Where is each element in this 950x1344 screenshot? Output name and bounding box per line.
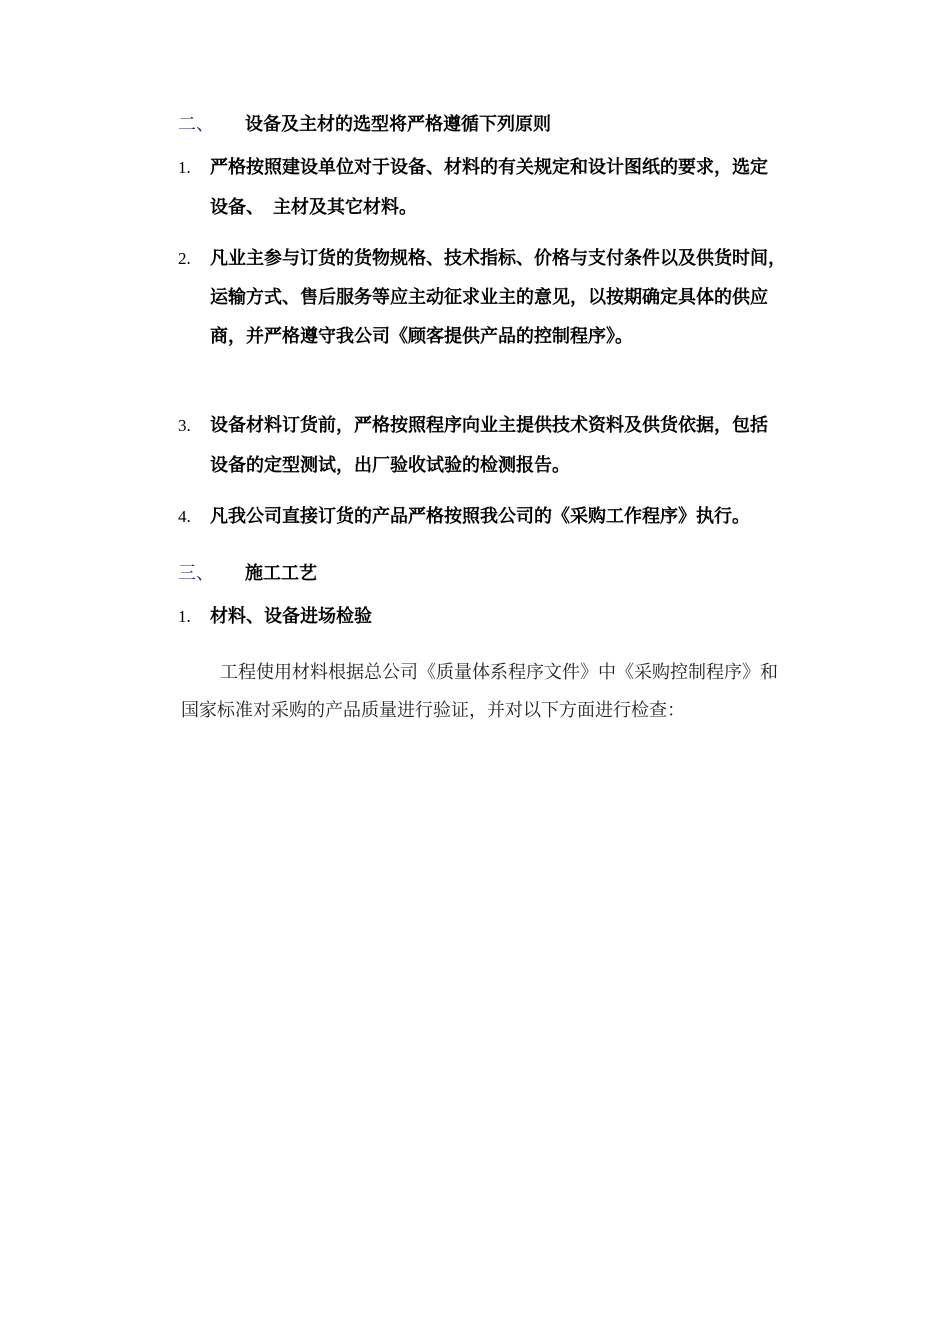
item-text-line: 凡我公司直接订货的产品严格按照我公司的《采购工作程序》执行。 xyxy=(210,506,750,527)
paragraph-line: 国家标准对采购的产品质量进行验证，并对以下方面进行检查： xyxy=(181,700,685,721)
item-number: 3. xyxy=(178,416,191,435)
item-number: 4. xyxy=(178,507,191,526)
item-text-line: 运输方式、售后服务等应主动征求业主的意见，以按期确定具体的供应 xyxy=(210,287,768,308)
section-3-title: 施工工艺 xyxy=(245,563,317,584)
item-text-line: 设备、 主材及其它材料。 xyxy=(210,197,417,218)
item-text-line: 凡业主参与订货的货物规格、技术指标、价格与支付条件以及供货时间， xyxy=(210,248,786,269)
section-2-title: 设备及主材的选型将严格遵循下列原则 xyxy=(245,114,551,135)
paragraph-line: 工程使用材料根据总公司《质量体系程序文件》中《采购控制程序》和 xyxy=(220,662,778,683)
item-text-line: 设备材料订货前，严格按照程序向业主提供技术资料及供货依据，包括 xyxy=(210,415,768,436)
item-text-line: 严格按照建设单位对于设备、材料的有关规定和设计图纸的要求，选定 xyxy=(210,157,768,178)
item-number: 1. xyxy=(178,607,191,626)
section-2-number: 二、 xyxy=(178,114,214,135)
item-number: 2. xyxy=(178,249,191,268)
item-text-line: 商，并严格遵守我公司《顾客提供产品的控制程序》。 xyxy=(210,326,633,347)
item-number: 1. xyxy=(178,158,191,177)
item-text-line: 材料、设备进场检验 xyxy=(210,606,372,627)
section-3-number: 三、 xyxy=(178,563,214,584)
item-text-line: 设备的定型测试，出厂验收试验的检测报告。 xyxy=(210,455,570,476)
